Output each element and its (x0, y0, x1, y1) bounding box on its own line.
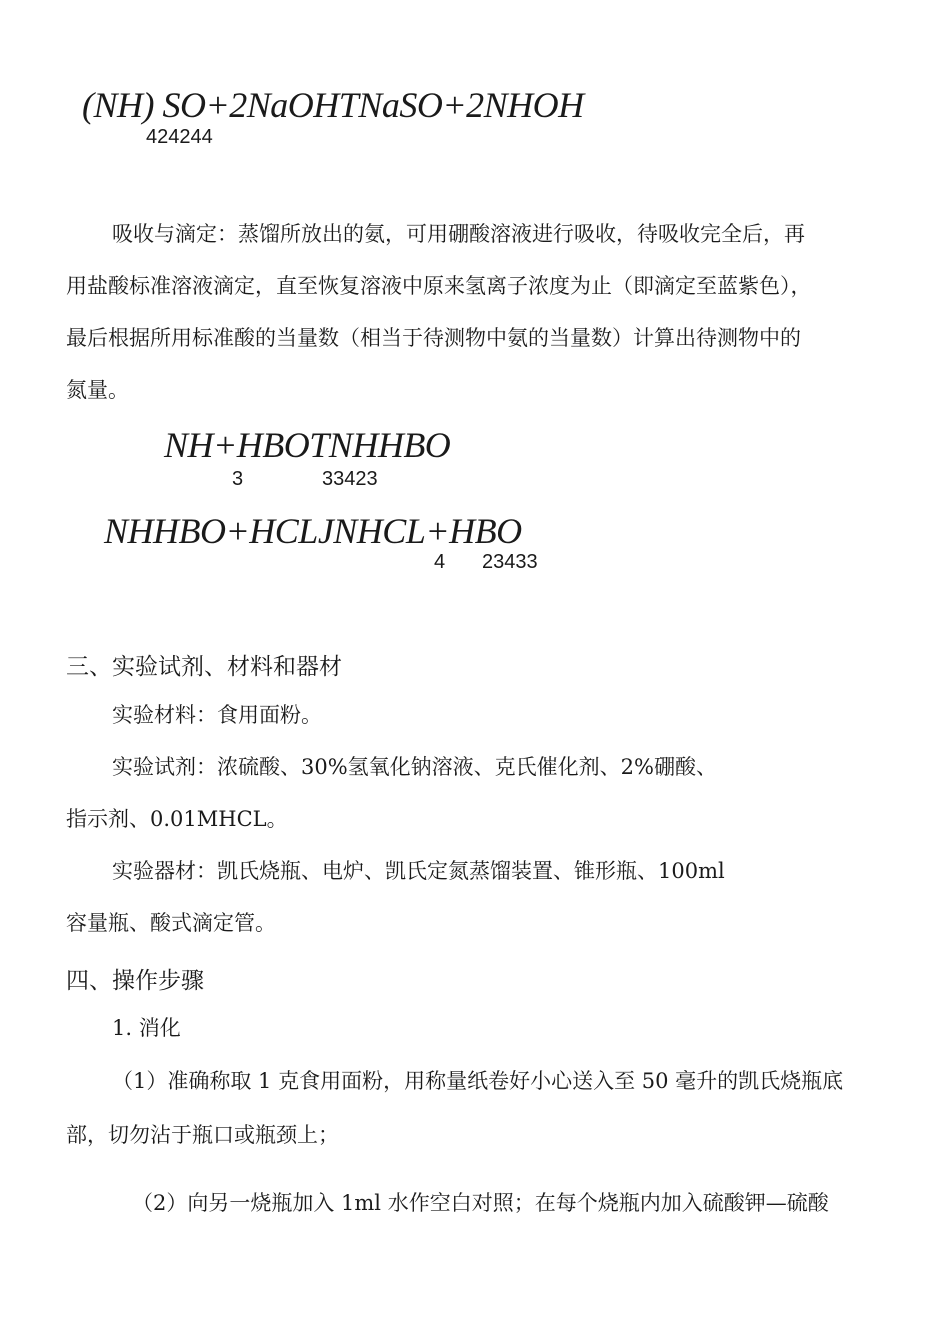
equation-2-sub-right: 33423 (322, 468, 378, 490)
step-1-2-line-1: （2）向另一烧瓶加入 1ml 水作空白对照；在每个烧瓶内加入硫酸钾—硫酸 (132, 1191, 829, 1215)
absorption-line-3: 最后根据所用标准酸的当量数（相当于待测物中氨的当量数）计算出待测物中的 (66, 326, 801, 350)
equation-2-main: NH+HBOTNHHBO (164, 425, 451, 465)
equation-3-main: NHHBO+HCLJNHCL+HBO (104, 511, 522, 551)
equation-1-subscripts: 424244 (146, 126, 213, 148)
absorption-line-4: 氮量。 (66, 378, 129, 402)
section-4-heading: 四、操作步骤 (66, 968, 204, 994)
step-1-1-line-1: （1）准确称取 1 克食用面粉，用称量纸卷好小心送入至 50 毫升的凯氏烧瓶底 (112, 1069, 844, 1093)
materials-line: 实验材料：食用面粉。 (112, 703, 322, 727)
absorption-line-2: 用盐酸标准溶液滴定，直至恢复溶液中原来氢离子浓度为止（即滴定至蓝紫色）， (66, 274, 812, 298)
reagents-line-2: 指示剂、0.01MHCL。 (66, 807, 288, 831)
equation-2-sub-left: 3 (232, 468, 244, 490)
absorption-line-1: 吸收与滴定：蒸馏所放出的氨，可用硼酸溶液进行吸收，待吸收完全后，再 (112, 222, 805, 246)
equation-3-sub-left: 4 (434, 551, 446, 573)
reagents-line-1: 实验试剂：浓硫酸、30%氢氧化钠溶液、克氏催化剂、2%硼酸、 (112, 755, 717, 779)
step-1-title: 1. 消化 (112, 1016, 181, 1040)
equipment-line-1: 实验器材：凯氏烧瓶、电炉、凯氏定氮蒸馏装置、锥形瓶、100ml (112, 859, 725, 883)
step-1-1-line-2: 部，切勿沾于瓶口或瓶颈上； (66, 1123, 339, 1147)
equipment-line-2: 容量瓶、酸式滴定管。 (66, 911, 276, 935)
equation-1 (82, 84, 584, 126)
equation-1-main: (NH) SO+2NaOHTNaSO+2NHOH (82, 85, 584, 125)
equation-3-sub-right: 23433 (482, 551, 538, 573)
section-3-heading: 三、实验试剂、材料和器材 (66, 654, 342, 680)
